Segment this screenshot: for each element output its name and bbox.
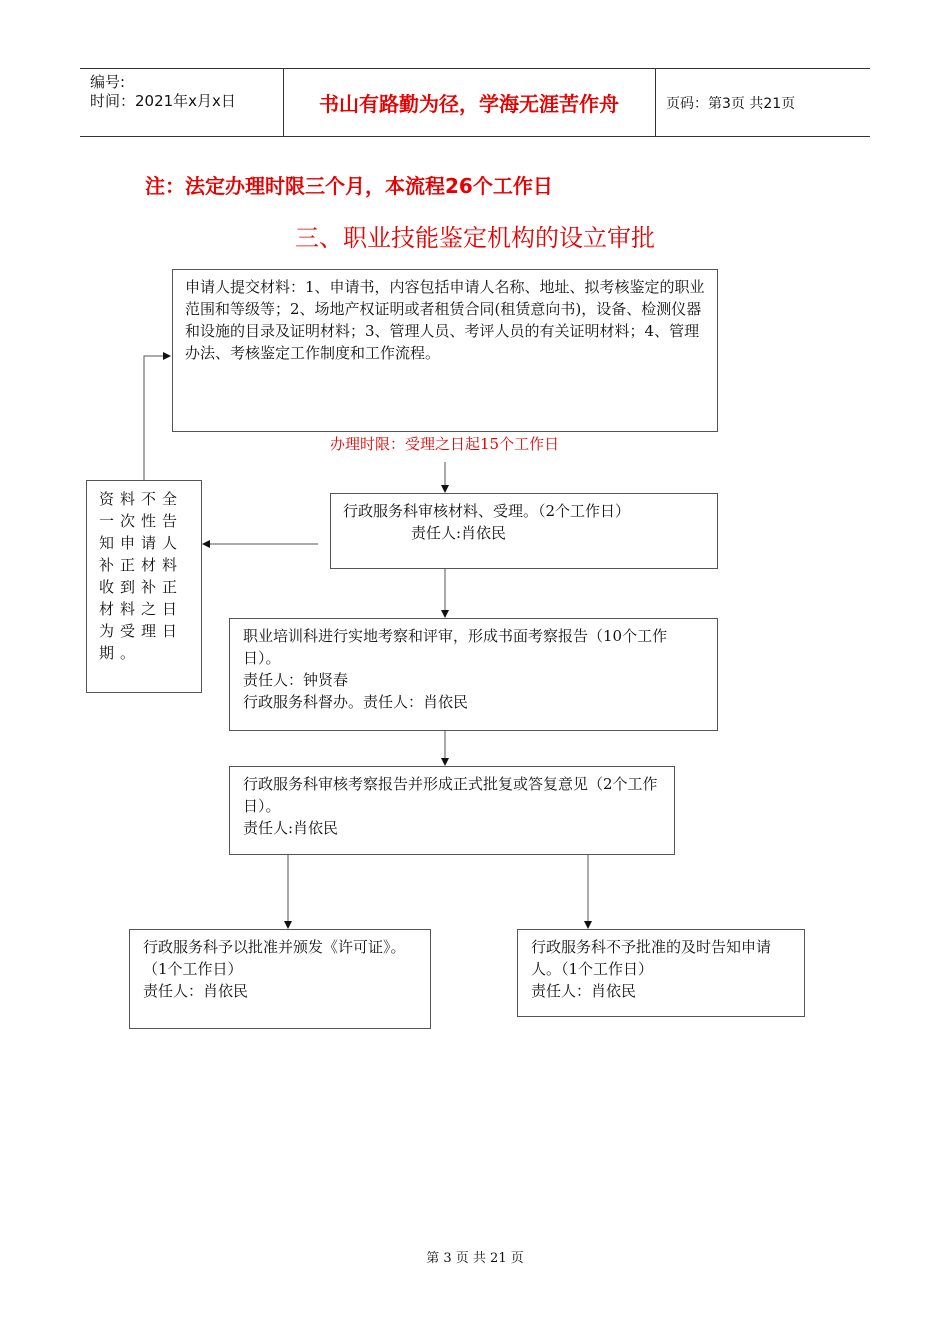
arrow-sidenote-step1 <box>144 356 170 480</box>
flow-step-review-accept <box>330 493 718 569</box>
time-text: 时间：2021年x月x日 <box>90 92 236 110</box>
flow-step-approve <box>129 929 431 1029</box>
responsible-text: 责任人:肖依民 <box>243 819 339 837</box>
page-footer: 第 3 页 共 21 页 <box>426 1251 524 1266</box>
header-motto: 书山有路勤为径，学海无涯苦作舟 <box>319 92 619 116</box>
step-text: 申请人提交材料：1、申请书，内容包括申请人名称、地址、拟考核鉴定的职业范围和等级等；2、场地产权证明或者租赁合同(租赁意向书)，设备、检测仪器和设施的目录及证明材料；3、管理人员、考评人员的有关证明材料；4、管理办法、考核鉴定工作制度和工作流程。 <box>185 278 705 362</box>
page-indicator: 页码：第3页 共21页 <box>666 95 796 112</box>
responsible-text: 责任人：钟贤春 <box>243 671 349 689</box>
step-text: 行政服务科审核考察报告并形成正式批复或答复意见（2个工作日）。 <box>243 775 658 815</box>
flow-step-reject <box>517 929 805 1017</box>
responsible-text: 责任人：肖依民 <box>531 982 637 1000</box>
page-title: 三、职业技能鉴定机构的设立审批 <box>295 224 655 252</box>
step-text: 职业培训科进行实地考察和评审，形成书面考察报告（10个工作日）。 <box>243 627 668 667</box>
note-text: 注：法定办理时限三个月，本流程26个工作日 <box>145 174 553 198</box>
step-text: 行政服务科不予批准的及时告知申请人。（1个工作日） <box>531 938 772 978</box>
responsible-text: 责任人:肖依民 <box>411 524 507 542</box>
responsible-text: 责任人：肖依民 <box>143 982 249 1000</box>
flow-step-submit-materials <box>172 269 718 432</box>
supervise-text: 行政服务科督办。责任人：肖依民 <box>243 693 469 711</box>
number-label: 编号: <box>90 73 126 91</box>
side-note-text: 资料不全一次性告知申请人补正材料收到补正材料之日为受理日期。 <box>99 490 184 662</box>
step-text: 行政服务科予以批准并颁发《许可证》。（1个工作日） <box>143 938 406 978</box>
flow-side-incomplete-materials <box>86 480 202 693</box>
flow-step-site-inspection <box>229 618 718 731</box>
time-limit-text: 办理时限：受理之日起15个工作日 <box>330 435 560 453</box>
step-text: 行政服务科审核材料、受理。（2个工作日） <box>343 502 631 520</box>
flow-step-final-review <box>229 766 675 855</box>
